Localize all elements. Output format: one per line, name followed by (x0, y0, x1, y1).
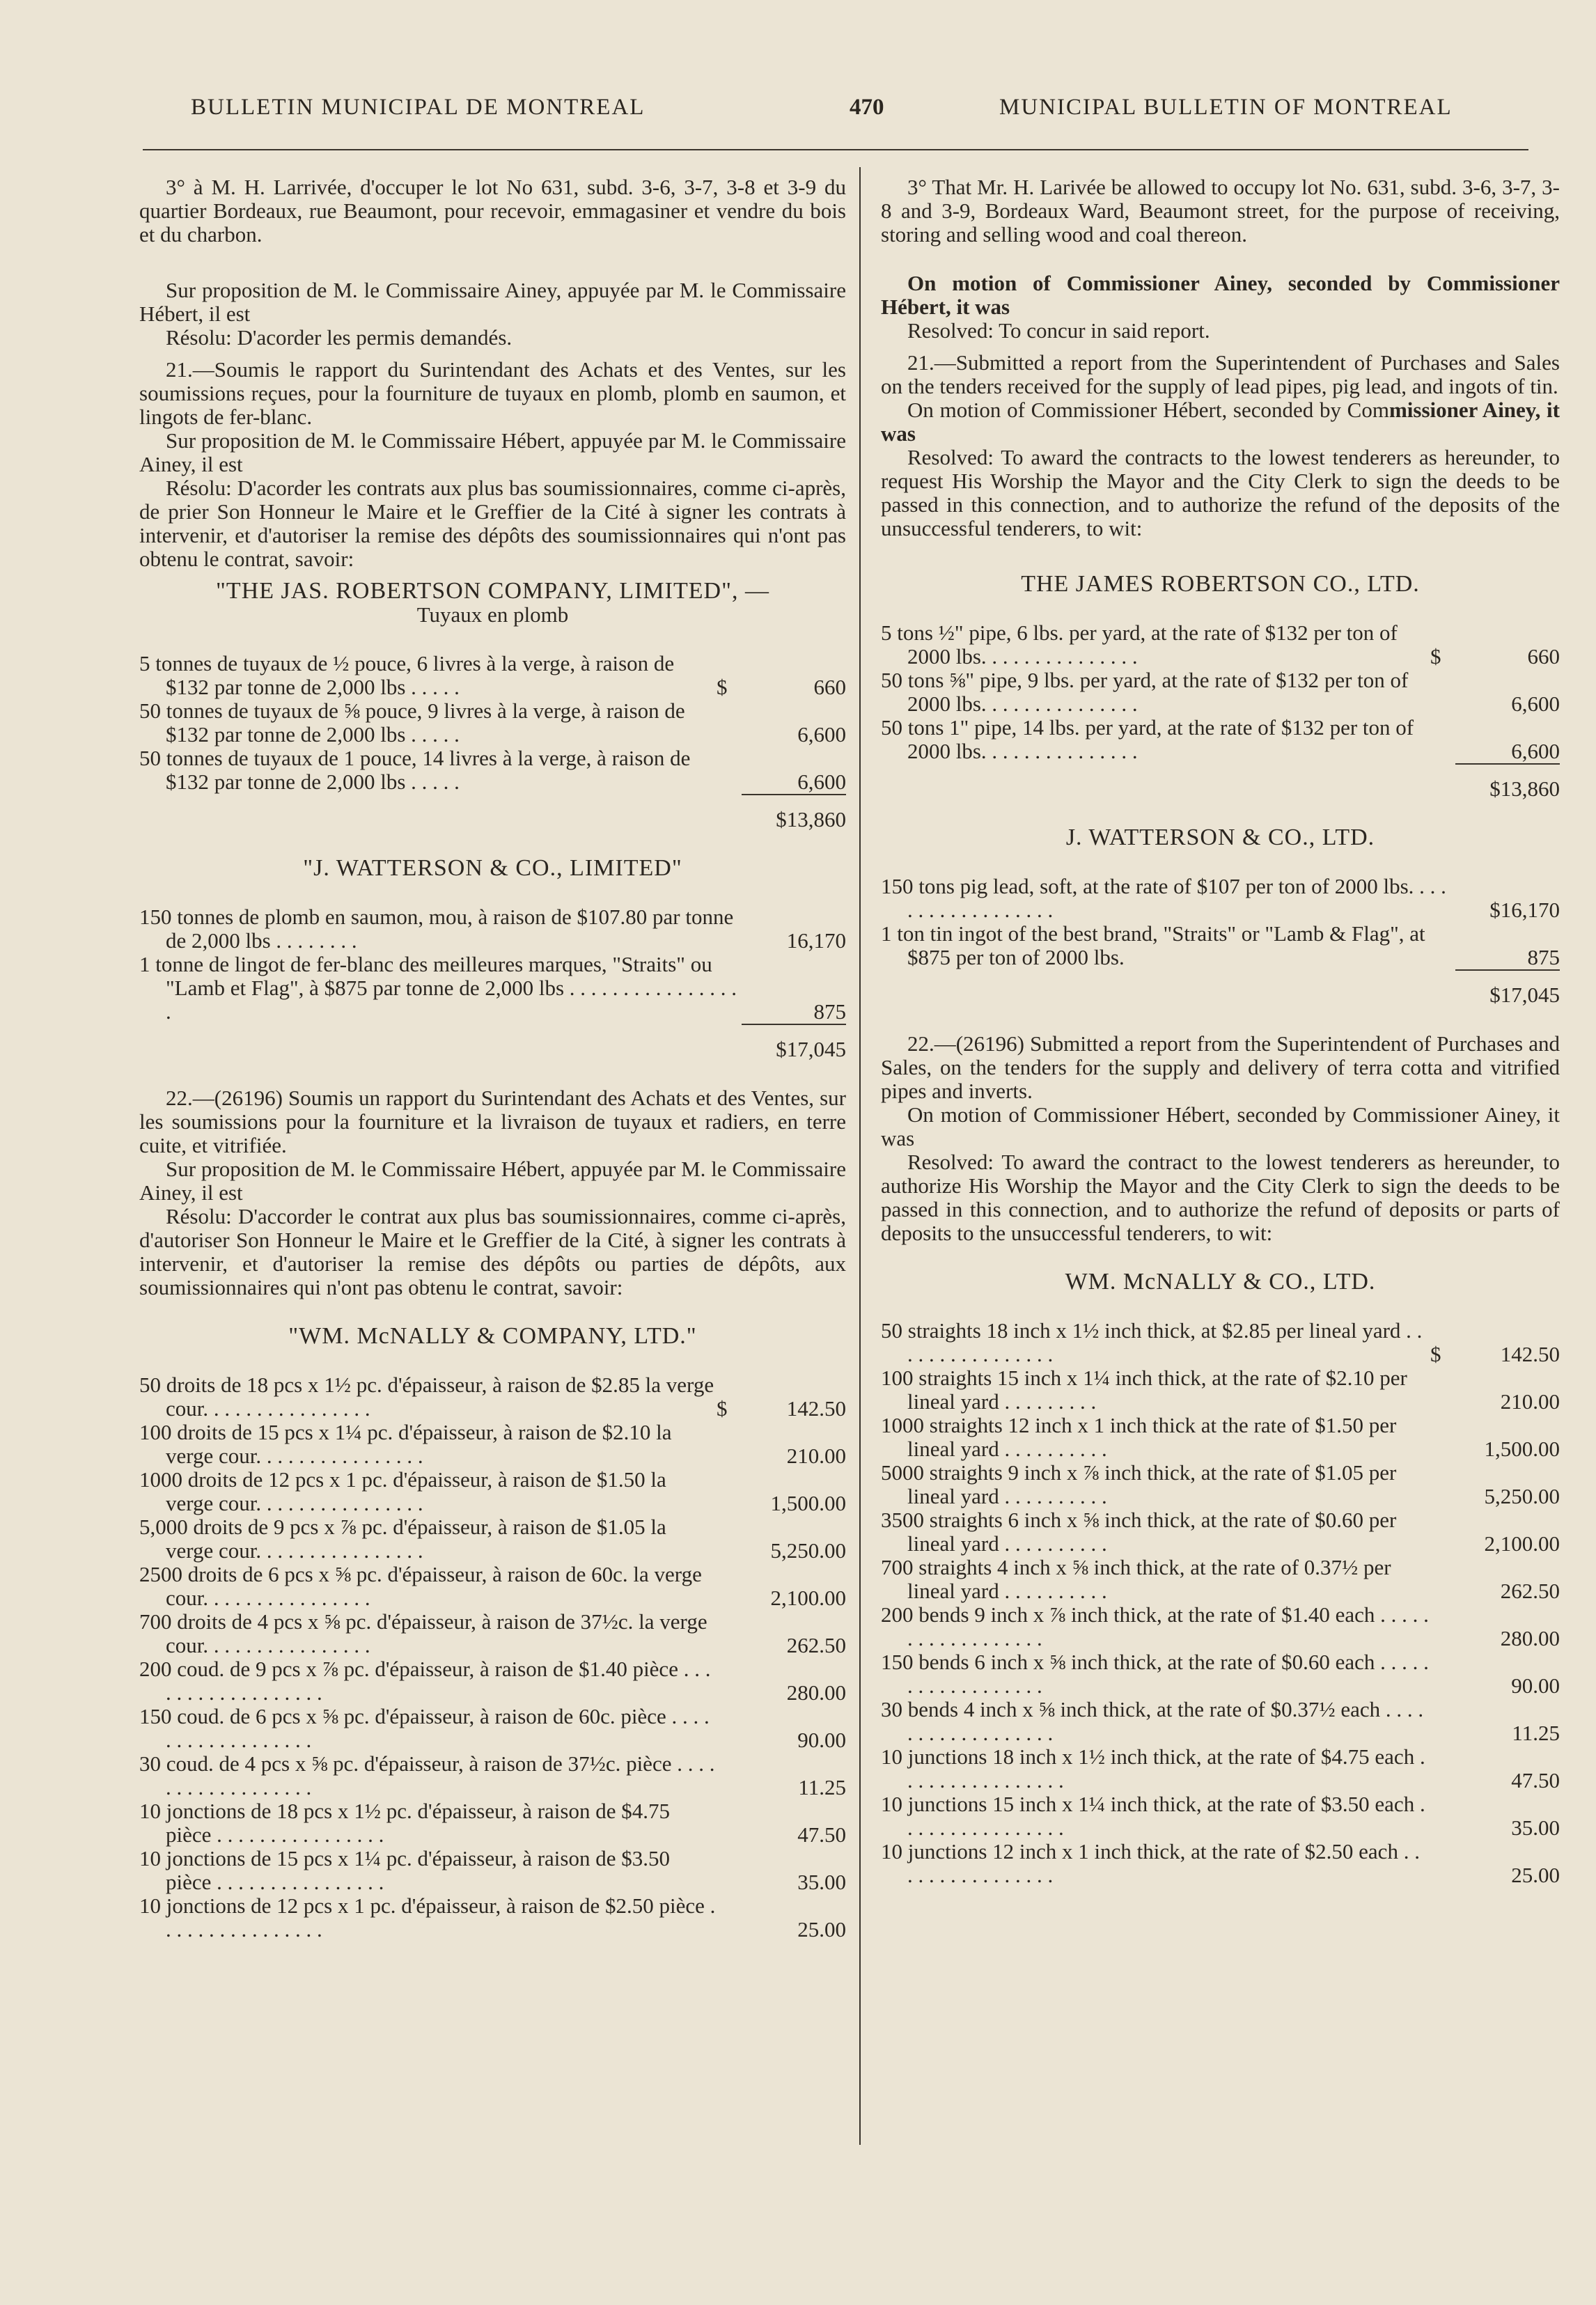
fr-mcnally-line: 1000 droits de 12 pcs x 1 pc. d'épaisseur, à raison de $1.50 la verge cour. . . . . . . . . . . . . . . . 1,500.00 (139, 1467, 846, 1515)
en-resolved-1: Resolved: To concur in said report. (907, 318, 1210, 343)
en-mcnally-line: 10 junctions 15 inch x 1¼ inch thick, at the rate of $3.50 each . . . . . . . . . . . . . . . . 35.00 (881, 1792, 1560, 1840)
fr-mcnally-line: 700 droits de 4 pcs x ⅝ pc. d'épaisseur, à raison de 37½c. la verge cour. . . . . . . . . . . . . . . . 262.50 (139, 1609, 846, 1657)
english-column (881, 175, 1560, 1887)
en-watterson-total: $17,045 (881, 969, 1560, 1007)
en-watterson-line-2: 1 ton tin ingot of the best brand, "Straits" or "Lamb & Flag", at $875 per ton of 2000 lbs. 875 (881, 921, 1560, 969)
column-divider (859, 167, 861, 2145)
en-resolved-2: Resolved: To award the contracts to the lowest tenderers as hereunder, to request His Worship the Mayor and the City Clerk to sign the deeds to be passed in this connection, and to authorize the refund of the deposits of the unsuccessful tenderers, to wit: (881, 445, 1560, 540)
header-english-title: MUNICIPAL BULLETIN OF MONTREAL (999, 95, 1453, 120)
en-firm-watterson: J. WATTERSON & CO., LTD. (1065, 825, 1375, 850)
en-mcnally-line: 1000 straights 12 inch x 1 inch thick at the rate of $1.50 per lineal yard . . . . . . . . . . 1,500.00 (881, 1413, 1560, 1461)
fr-mcnally-line: 10 jonctions de 15 pcs x 1¼ pc. d'épaisseur, à raison de $3.50 pièce . . . . . . . . . . . . . . . . 35.00 (139, 1846, 846, 1894)
fr-firm-watterson: "J. WATTERSON & CO., LIMITED" (303, 855, 682, 881)
en-mcnally-line: 100 straights 15 inch x 1¼ inch thick, at the rate of $2.10 per lineal yard . . . . . . . . . 210.00 (881, 1366, 1560, 1414)
page-number: 470 (850, 95, 884, 120)
header-french-title: BULLETIN MUNICIPAL DE MONTREAL (191, 95, 646, 120)
en-mcnally-line: 10 junctions 12 inch x 1 inch thick, at the rate of $2.50 each . . . . . . . . . . . . . . . . 25.00 (881, 1839, 1560, 1887)
en-item-21: 21.—Submitted a report from the Superintendent of Purchases and Sales on the tenders received for the supply of lead pipes, pig lead, and ingots of tin. (881, 350, 1560, 398)
en-mcnally-list (881, 1319, 1560, 1887)
fr-item-22: 22.—(26196) Soumis un rapport du Surintendant des Achats et des Ventes, sur les soumissions pour la fourniture et la livraison de tuyaux et radiers, en terre cuite, et vitrifiée. (139, 1086, 846, 1157)
fr-robertson-line-2: 50 tonnes de tuyaux de ⅝ pouce, 9 livres à la verge, à raison de $132 par tonne de 2,000 lbs . . . . . 6,600 (139, 698, 846, 747)
fr-mcnally-line: 200 coud. de 9 pcs x ⅞ pc. d'épaisseur, à raison de $1.40 pièce . . . . . . . . . . . . . . . . . . 280.00 (139, 1657, 846, 1705)
en-mcnally-line: 10 junctions 18 inch x 1½ inch thick, at the rate of $4.75 each . . . . . . . . . . . . . . . . 47.50 (881, 1744, 1560, 1792)
fr-item-3: 3° à M. H. Larrivée, d'occuper le lot No 631, subd. 3-6, 3-7, 3-8 et 3-9 du quartier Bordeaux, rue Beaumont, pour recevoir, emmagasiner et vendre du bois et du charbon. (139, 175, 846, 247)
fr-mcnally-line: 50 droits de 18 pcs x 1½ pc. d'épaisseur, à raison de $2.85 la verge cour. . . . . . . . . . . . . . . . $ 142.50 (139, 1373, 846, 1421)
en-motion-2: On motion of Commissioner Hébert, seconded by Commissioner Ainey, it was (881, 398, 1560, 446)
fr-watterson-line-2: 1 tonne de lingot de fer-blanc des meilleures marques, "Straits" ou "Lamb et Flag", à $875 par tonne de 2,000 lbs . . . . . . . . . . . . . . . . . 875 (139, 952, 846, 1024)
en-motion-3: On motion of Commissioner Hébert, seconded by Commissioner Ainey, it was (881, 1102, 1560, 1150)
en-robertson-line-2: 50 tons ⅝" pipe, 9 lbs. per yard, at the rate of $132 per ton of 2000 lbs. . . . . . . . . . . . . . . 6,600 (881, 668, 1560, 716)
fr-watterson-line-1: 150 tonnes de plomb en saumon, mou, à raison de $107.80 par tonne de 2,000 lbs . . . . . . . . 16,170 (139, 905, 846, 953)
fr-firm-mcnally: "WM. McNALLY & COMPANY, LTD." (288, 1323, 697, 1349)
en-mcnally-line: 50 straights 18 inch x 1½ inch thick, at $2.85 per lineal yard . . . . . . . . . . . . . . . . $ 142.50 (881, 1318, 1560, 1366)
fr-robertson-total: $13,860 (139, 794, 846, 831)
en-watterson-line-1: 150 tons pig lead, soft, at the rate of $107 per ton of 2000 lbs. . . . . . . . . . . . . . . . . . $16,170 (881, 874, 1560, 922)
en-resolved-3: Resolved: To award the contract to the lowest tenderers as hereunder, to authorize His Worship the Mayor and the City Clerk to sign the deeds to be passed in this connection, and to authorize the refund of deposits or parts of deposits to the unsuccessful tenderers, to wit: (881, 1150, 1560, 1245)
fr-mcnally-list (139, 1373, 846, 1941)
fr-firm-robertson-sub: Tuyaux en plomb (416, 602, 569, 627)
fr-mcnally-line: 5,000 droits de 9 pcs x ⅞ pc. d'épaisseur, à raison de $1.05 la verge cour. . . . . . . . . . . . . . . . 5,250.00 (139, 1515, 846, 1563)
fr-mcnally-line: 10 jonctions de 12 pcs x 1 pc. d'épaisseur, à raison de $2.50 pièce . . . . . . . . . . . . . . . . 25.00 (139, 1893, 846, 1941)
en-item-22: 22.—(26196) Submitted a report from the Superintendent of Purchases and Sales, on the tenders for the supply and delivery of terra cotta and vitrified pipes and inverts. (881, 1031, 1560, 1103)
french-column (139, 175, 846, 1941)
fr-robertson-line-1: 5 tonnes de tuyaux de ½ pouce, 6 livres à la verge, à raison de $132 par tonne de 2,000 lbs . . . . . $ 660 (139, 651, 846, 699)
fr-mcnally-line: 10 jonctions de 18 pcs x 1½ pc. d'épaisseur, à raison de $4.75 pièce . . . . . . . . . . . . . . . . 47.50 (139, 1799, 846, 1847)
header-rule (143, 149, 1528, 150)
fr-mcnally-line: 100 droits de 15 pcs x 1¼ pc. d'épaisseur, à raison de $2.10 la verge cour. . . . . . . . . . . . . . . . 210.00 (139, 1420, 846, 1468)
fr-motion-1: Sur proposition de M. le Commissaire Ainey, appuyée par M. le Commissaire Hébert, il est (139, 278, 846, 326)
fr-firm-robertson: "THE JAS. ROBERTSON COMPANY, LIMITED", — (216, 578, 769, 604)
fr-resolved-3: Résolu: D'accorder le contrat aux plus bas soumissionnaires, comme ci-après, d'autoriser Son Honneur le Maire et le Greffier de la Cité, à signer les contrats à intervenir, et d'autoriser la remise des dépôts ou parties de dépôts, aux soumissionnaires qui n'ont pas obtenu le contrat, savoir: (139, 1204, 846, 1299)
fr-motion-2: Sur proposition de M. le Commissaire Hébert, appuyée par M. le Commissaire Ainey, il est (139, 428, 846, 476)
en-item-3: 3° That Mr. H. Larivée be allowed to occupy lot No. 631, subd. 3-6, 3-7, 3-8 and 3-9, Bordeaux Ward, Beaumont street, for the purpose of receiving, storing and selling wood and coal thereon. (881, 175, 1560, 247)
fr-resolved-1: Résolu: D'acorder les permis demandés. (166, 325, 513, 350)
fr-motion-3: Sur proposition de M. le Commissaire Hébert, appuyée par M. le Commissaire Ainey, il est (139, 1157, 846, 1205)
fr-mcnally-line: 150 coud. de 6 pcs x ⅝ pc. d'épaisseur, à raison de 60c. pièce . . . . . . . . . . . . . . . . . . 90.00 (139, 1704, 846, 1752)
en-robertson-line-1: 5 tons ½" pipe, 6 lbs. per yard, at the rate of $132 per ton of 2000 lbs. . . . . . . . . . . . . . . $ 660 (881, 620, 1560, 669)
fr-resolved-2: Résolu: D'acorder les contrats aux plus bas soumissionnaires, comme ci-après, de prier Son Honneur le Maire et le Greffier de la Cité à signer les contrats à intervenir, et d'autoriser la remise des dépôts des soumissionnaires qui n'ont pas obtenu le contrat, savoir: (139, 476, 846, 571)
fr-item-21: 21.—Soumis le rapport du Surintendant des Achats et des Ventes, sur les soumissions reçues, pour la fourniture de tuyaux en plomb, plomb en saumon, et lingots de fer-blanc. (139, 357, 846, 429)
en-firm-robertson: THE JAMES ROBERTSON CO., LTD. (1021, 571, 1420, 597)
en-robertson-line-3: 50 tons 1" pipe, 14 lbs. per yard, at the rate of $132 per ton of 2000 lbs. . . . . . . . . . . . . . . 6,600 (881, 715, 1560, 763)
en-firm-mcnally: WM. McNALLY & CO., LTD. (1065, 1269, 1376, 1295)
en-mcnally-line: 5000 straights 9 inch x ⅞ inch thick, at the rate of $1.05 per lineal yard . . . . . . . . . . 5,250.00 (881, 1460, 1560, 1508)
en-mcnally-line: 700 straights 4 inch x ⅝ inch thick, at the rate of 0.37½ per lineal yard . . . . . . . . . . 262.50 (881, 1555, 1560, 1603)
fr-robertson-line-3: 50 tonnes de tuyaux de 1 pouce, 14 livres à la verge, à raison de $132 par tonne de 2,000 lbs . . . . . 6,600 (139, 746, 846, 794)
en-mcnally-line: 150 bends 6 inch x ⅝ inch thick, at the rate of $0.60 each . . . . . . . . . . . . . . . . . . 90.00 (881, 1650, 1560, 1698)
en-robertson-total: $13,860 (881, 763, 1560, 801)
fr-watterson-total: $17,045 (139, 1024, 846, 1061)
en-motion-1: On motion of Commissioner Ainey, seconded by Commissioner Hébert, it was (881, 271, 1560, 319)
fr-mcnally-line: 30 coud. de 4 pcs x ⅝ pc. d'épaisseur, à raison de 37½c. pièce . . . . . . . . . . . . . . . . . . 11.25 (139, 1751, 846, 1799)
en-mcnally-line: 30 bends 4 inch x ⅝ inch thick, at the rate of $0.37½ each . . . . . . . . . . . . . . . . . . 11.25 (881, 1697, 1560, 1745)
en-mcnally-line: 3500 straights 6 inch x ⅝ inch thick, at the rate of $0.60 per lineal yard . . . . . . . . . . 2,100.00 (881, 1508, 1560, 1556)
fr-mcnally-line: 2500 droits de 6 pcs x ⅝ pc. d'épaisseur, à raison de 60c. la verge cour. . . . . . . . . . . . . . . . 2,100.00 (139, 1562, 846, 1610)
en-mcnally-line: 200 bends 9 inch x ⅞ inch thick, at the rate of $1.40 each . . . . . . . . . . . . . . . . . . 280.00 (881, 1602, 1560, 1650)
